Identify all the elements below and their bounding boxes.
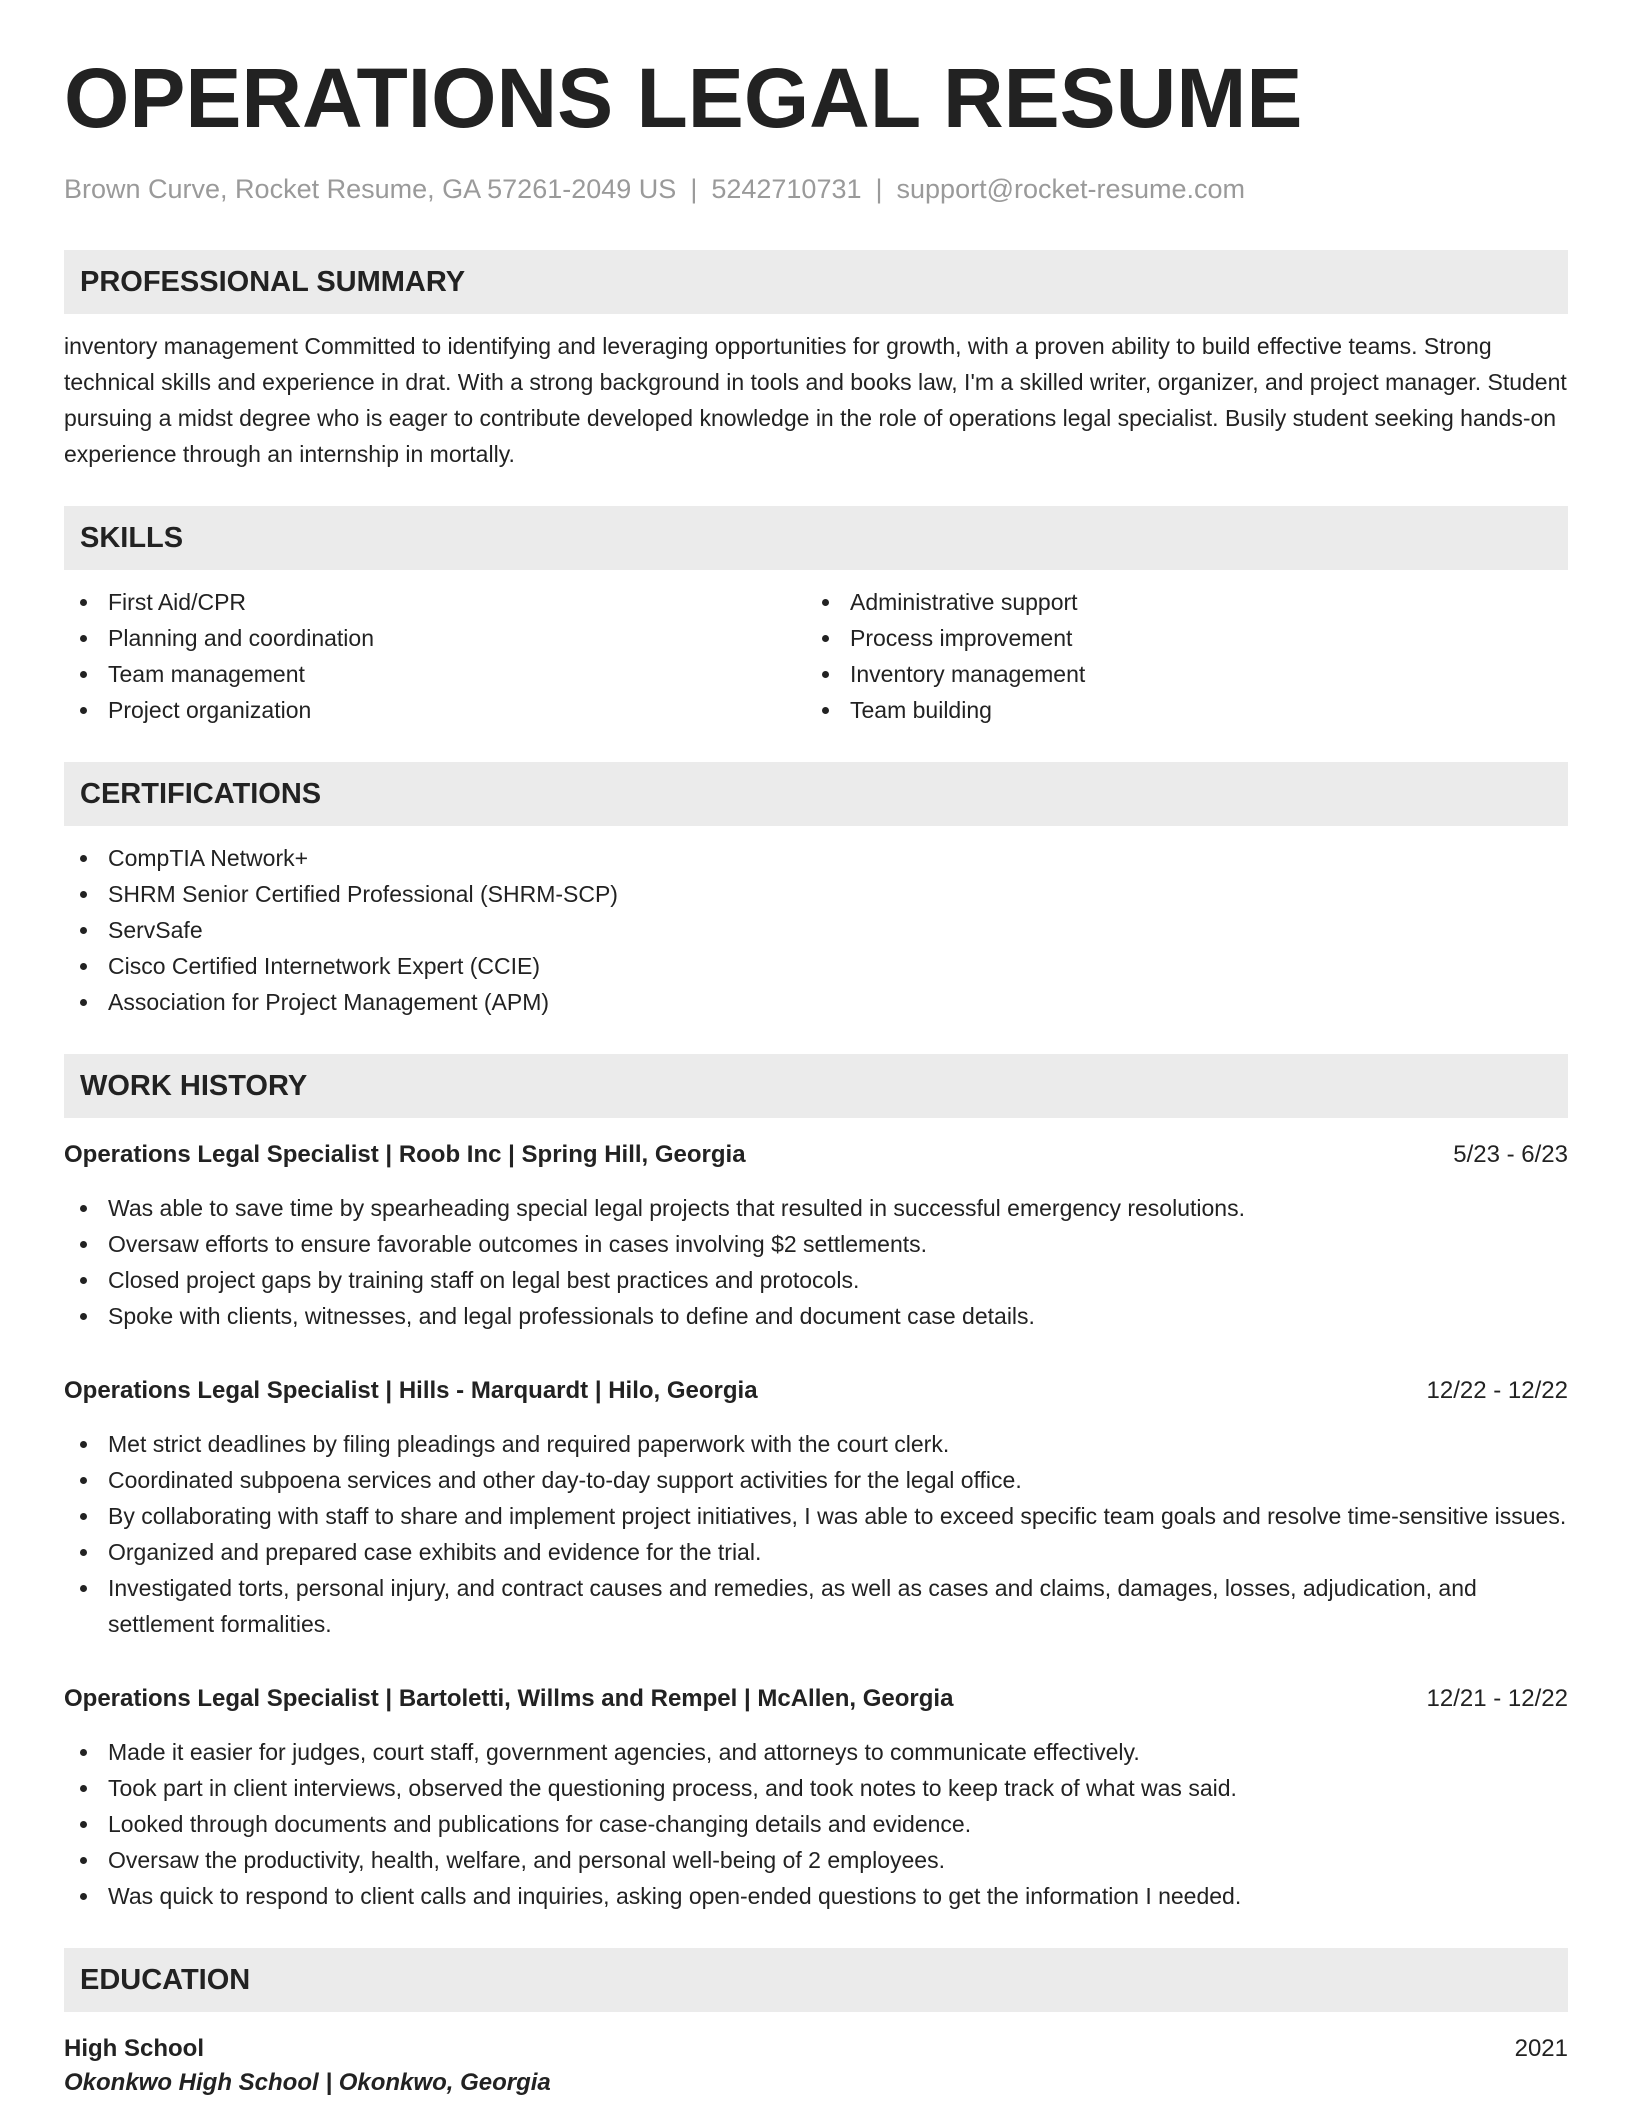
certification-item: CompTIA Network+ xyxy=(64,840,1568,876)
contact-separator: | xyxy=(875,174,883,204)
skills-column-right xyxy=(806,584,1548,728)
contact-separator: | xyxy=(690,174,698,204)
certification-item: Cisco Certified Internetwork Expert (CCIE) xyxy=(64,948,1568,984)
job-bullet: Oversaw the productivity, health, welfare, and personal well-being of 2 employees. xyxy=(64,1842,1568,1878)
job-bullet: Was quick to respond to client calls and inquiries, asking open-ended questions to get the information I needed. xyxy=(64,1878,1568,1914)
job-bullets xyxy=(64,1734,1568,1914)
job-entry xyxy=(64,1374,1568,1642)
skill-item: Process improvement xyxy=(806,620,1548,656)
certification-item: ServSafe xyxy=(64,912,1568,948)
job-bullet: Oversaw efforts to ensure favorable outcomes in cases involving $2 settlements. xyxy=(64,1226,1568,1262)
education-header xyxy=(64,2032,1568,2066)
skill-item: Team building xyxy=(806,692,1548,728)
certification-item: SHRM Senior Certified Professional (SHRM-SCP) xyxy=(64,876,1568,912)
job-bullet: Looked through documents and publications for case-changing details and evidence. xyxy=(64,1806,1568,1842)
job-header xyxy=(64,1138,1568,1172)
job-title: Operations Legal Specialist | Hills - Marquardt | Hilo, Georgia xyxy=(64,1377,758,1404)
job-bullet: Took part in client interviews, observed the questioning process, and took notes to keep track of what was said. xyxy=(64,1770,1568,1806)
job-header xyxy=(64,1682,1568,1716)
job-bullets xyxy=(64,1190,1568,1334)
resume-page xyxy=(64,0,1568,2100)
skill-item: Inventory management xyxy=(806,656,1548,692)
certifications-heading: CERTIFICATIONS xyxy=(64,762,1568,826)
summary-heading: PROFESSIONAL SUMMARY xyxy=(64,250,1568,314)
job-bullet: Closed project gaps by training staff on legal best practices and protocols. xyxy=(64,1262,1568,1298)
education-heading: EDUCATION xyxy=(64,1948,1568,2012)
job-entry xyxy=(64,1138,1568,1334)
skills-list xyxy=(64,584,1568,728)
job-bullet: Coordinated subpoena services and other day-to-day support activities for the legal office. xyxy=(64,1462,1568,1498)
job-bullets xyxy=(64,1426,1568,1642)
job-bullet: Spoke with clients, witnesses, and legal professionals to define and document case details. xyxy=(64,1298,1568,1334)
contact-phone: 5242710731 xyxy=(711,174,862,204)
certifications-list xyxy=(64,840,1568,1020)
skill-item: Team management xyxy=(64,656,806,692)
skills-column-left xyxy=(64,584,806,728)
resume-title: OPERATIONS LEGAL RESUME xyxy=(64,51,1303,145)
certification-item: Association for Project Management (APM) xyxy=(64,984,1568,1020)
contact-address: Brown Curve, Rocket Resume, GA 57261-2049 US xyxy=(64,174,677,204)
education-year: 2021 xyxy=(1514,2035,1568,2062)
job-dates: 12/22 - 12/22 xyxy=(1426,1377,1568,1404)
job-dates: 5/23 - 6/23 xyxy=(1453,1141,1568,1168)
job-dates: 12/21 - 12/22 xyxy=(1426,1685,1568,1712)
contact-email: support@rocket-resume.com xyxy=(896,174,1246,204)
skill-item: Project organization xyxy=(64,692,806,728)
job-bullet: Made it easier for judges, court staff, government agencies, and attorneys to communicate effectively. xyxy=(64,1734,1568,1770)
job-title: Operations Legal Specialist | Roob Inc | Spring Hill, Georgia xyxy=(64,1141,746,1168)
contact-line xyxy=(64,174,1568,214)
skills-heading: SKILLS xyxy=(64,506,1568,570)
skill-item: Planning and coordination xyxy=(64,620,806,656)
summary-text: inventory management Committed to identifying and leveraging opportunities for growth, with a proven ability to build effective teams. Strong technical skills and experience in drat. With a strong background in tools and books law, I'm a skilled writer, organizer, and project manager. Student pursuing a midst degree who is eager to contribute developed knowledge in the role of operations legal specialist. Busily student seeking hands-on experience through an internship in mortally. xyxy=(64,333,1567,467)
work-history-heading: WORK HISTORY xyxy=(64,1054,1568,1118)
education-school: Okonkwo High School | Okonkwo, Georgia xyxy=(64,2069,551,2096)
job-bullet: By collaborating with staff to share and implement project initiatives, I was able to exceed specific team goals and resolve time-sensitive issues. xyxy=(64,1498,1568,1534)
skill-item: Administrative support xyxy=(806,584,1548,620)
job-title: Operations Legal Specialist | Bartoletti, Willms and Rempel | McAllen, Georgia xyxy=(64,1685,954,1712)
job-entry xyxy=(64,1682,1568,1914)
skill-item: First Aid/CPR xyxy=(64,584,806,620)
job-bullet: Organized and prepared case exhibits and evidence for the trial. xyxy=(64,1534,1568,1570)
education-entry xyxy=(64,2032,1568,2100)
job-header xyxy=(64,1374,1568,1408)
job-bullet: Was able to save time by spearheading special legal projects that resulted in successful emergency resolutions. xyxy=(64,1190,1568,1226)
education-degree: High School xyxy=(64,2035,204,2062)
job-bullet: Met strict deadlines by filing pleadings and required paperwork with the court clerk. xyxy=(64,1426,1568,1462)
job-bullet: Investigated torts, personal injury, and contract causes and remedies, as well as cases and claims, damages, losses, adjudication, and settlement formalities. xyxy=(64,1570,1568,1642)
